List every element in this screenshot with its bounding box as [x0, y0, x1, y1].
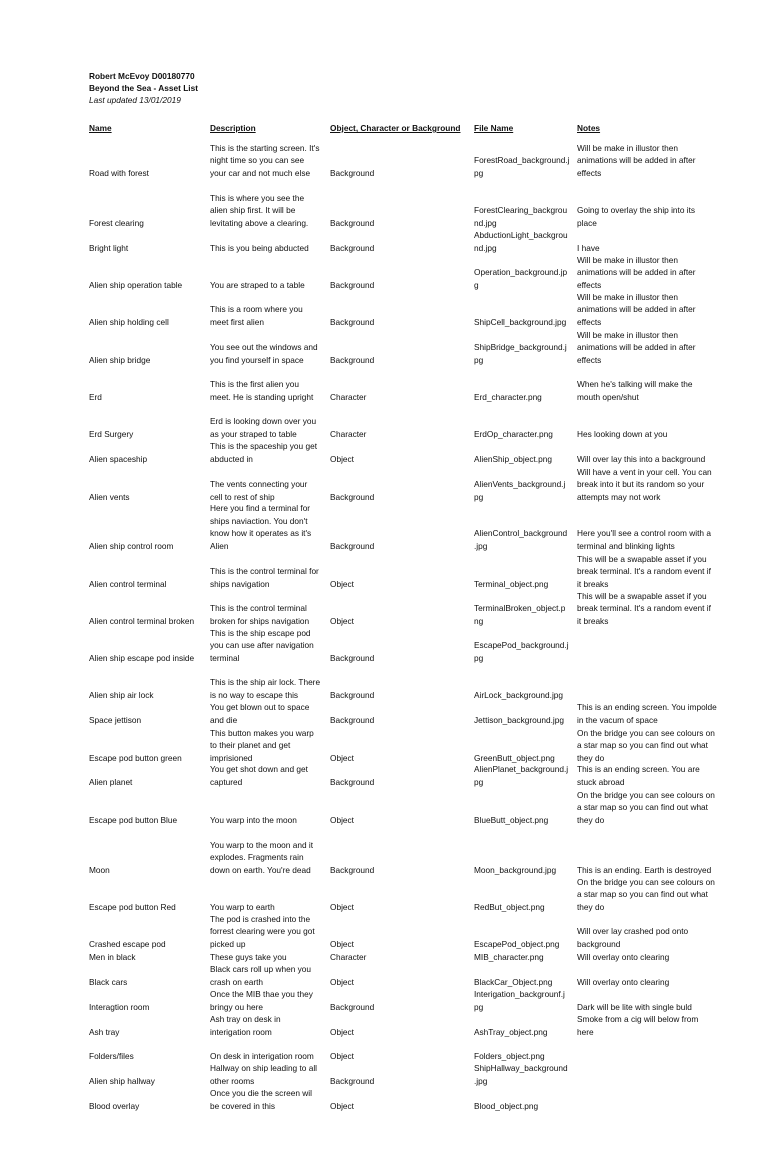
cell-notes: This is an ending screen. You are stuck abroad	[577, 764, 700, 787]
cell-notes: Will overlay onto clearing	[577, 976, 670, 987]
cell-type: Background	[330, 1075, 375, 1086]
cell-description: This is the control terminal for ships navigation	[210, 566, 319, 589]
cell-name: Alien spaceship	[89, 453, 148, 464]
cell-file: ForestRoad_background.j pg	[474, 155, 570, 178]
cell-notes: On the bridge you can see colours on a star map so you can find out what they do	[577, 789, 715, 825]
cell-name: Escape pod button Blue	[89, 814, 178, 825]
cell-description: On desk in interigation room	[210, 1050, 314, 1061]
cell-notes: I have	[577, 242, 600, 253]
cell-file: Jettison_background.jpg	[474, 714, 564, 725]
cell-type: Background	[330, 652, 375, 663]
cell-type: Background	[330, 540, 375, 551]
column-header-file-name: File Name	[474, 123, 514, 133]
cell-name: Crashed escape pod	[89, 938, 166, 949]
cell-name: Interagtion room	[89, 1001, 150, 1012]
cell-description: This is the starting screen. It's night time so you can see your car and not much else	[210, 142, 320, 178]
cell-type: Background	[330, 689, 375, 700]
cell-type: Character	[330, 391, 367, 402]
cell-file: MIB_character.png	[474, 951, 544, 962]
last-updated: Last updated 13/01/2019	[89, 95, 181, 105]
cell-description: This is the ship air lock. There is no way to escape this	[210, 677, 321, 700]
cell-type: Object	[330, 901, 354, 912]
cell-type: Object	[330, 938, 354, 949]
cell-name: Erd	[89, 391, 102, 402]
cell-description: You get blown out to space and die	[210, 702, 310, 725]
cell-file: AlienPlanet_background.j pg	[474, 764, 569, 787]
cell-name: Space jettison	[89, 714, 142, 725]
cell-name: Escape pod button Red	[89, 901, 176, 912]
cell-type: Background	[330, 714, 375, 725]
cell-description: These guys take you	[210, 951, 287, 962]
cell-type: Object	[330, 578, 354, 589]
cell-notes: This is an ending. Earth is destroyed	[577, 864, 712, 875]
cell-notes: Will be make in illustor then animations will be added in after effects	[577, 254, 696, 290]
cell-notes: This is an ending screen. You impolde in the vacum of space	[577, 702, 717, 725]
cell-name: Escape pod button green	[89, 752, 182, 763]
cell-description: This is where you see the alien ship first. It will be levitating above a clearing.	[210, 192, 309, 228]
cell-type: Object	[330, 752, 354, 763]
column-header-name: Name	[89, 123, 112, 133]
cell-name: Alien control terminal	[89, 578, 167, 589]
cell-file: AlienControl_background .jpg	[474, 528, 568, 551]
cell-type: Object	[330, 1026, 354, 1037]
cell-notes: Will have a vent in your cell. You can break into it but its random so your attempts may not work	[577, 466, 712, 502]
cell-type: Background	[330, 776, 375, 787]
cell-notes: Will be make in illustor then animations will be added in after effects	[577, 142, 696, 178]
cell-notes: Will be make in illustor then animations will be added in after effects	[577, 329, 696, 365]
cell-type: Object	[330, 1100, 354, 1111]
cell-type: Background	[330, 354, 375, 365]
cell-file: ShipCell_background.jpg	[474, 316, 567, 327]
cell-name: Alien ship operation table	[89, 279, 183, 290]
cell-file: EscapePod_object.png	[474, 938, 560, 949]
cell-name: Folders/files	[89, 1050, 134, 1061]
cell-type: Background	[330, 316, 375, 327]
cell-file: ForestClearing_backgrou nd.jpg	[474, 205, 568, 228]
cell-file: ErdOp_character.png	[474, 428, 553, 439]
cell-notes: When he's talking will make the mouth open/shut	[577, 379, 693, 402]
cell-notes: Hes looking down at you	[577, 428, 668, 439]
cell-name: Alien planet	[89, 776, 133, 787]
cell-file: RedBut_object.png	[474, 901, 545, 912]
cell-file: AlienShip_object.png	[474, 453, 552, 464]
cell-name: Black cars	[89, 976, 128, 987]
cell-name: Road with forest	[89, 167, 149, 178]
author-line: Robert McEvoy D00180770	[89, 71, 195, 81]
cell-name: Alien ship holding cell	[89, 316, 169, 327]
cell-description: You see out the windows and you find yourself in space	[210, 342, 318, 365]
cell-name: Alien ship air lock	[89, 689, 154, 700]
cell-type: Background	[330, 242, 375, 253]
cell-description: This is the control terminal broken for ships navigation	[210, 603, 310, 626]
cell-file: AbductionLight_backgrou nd.jpg	[474, 230, 568, 253]
cell-description: Erd is looking down over you as your straped to table	[210, 416, 317, 439]
cell-type: Background	[330, 167, 375, 178]
cell-description: Here you find a terminal for ships naviaction. You don't know how it operates as it's Alien	[210, 503, 312, 551]
cell-file: AlienVents_background.j pg	[474, 479, 566, 502]
cell-file: Blood_object.png	[474, 1100, 539, 1111]
cell-description: You warp into the moon	[210, 814, 297, 825]
cell-notes: Smoke from a cig will below from here	[577, 1014, 699, 1037]
cell-file: Operation_background.jp g	[474, 267, 568, 290]
cell-description: Once you die the screen wil be covered in this	[210, 1088, 312, 1111]
cell-file: Interigation_backgrounf.j pg	[474, 989, 565, 1012]
cell-name: Men in black	[89, 951, 136, 962]
cell-name: Moon	[89, 864, 110, 875]
cell-type: Background	[330, 279, 375, 290]
column-header-notes: Notes	[577, 123, 601, 133]
column-header-description: Description	[210, 123, 256, 133]
cell-name: Alien ship escape pod inside	[89, 652, 195, 663]
cell-type: Object	[330, 615, 354, 626]
cell-type: Object	[330, 976, 354, 987]
cell-name: Erd Surgery	[89, 428, 134, 439]
cell-name: Alien control terminal broken	[89, 615, 195, 626]
cell-notes: Will over lay crashed pod onto background	[577, 926, 689, 949]
cell-file: BlueButt_object.png	[474, 814, 549, 825]
cell-name: Forest clearing	[89, 217, 144, 228]
cell-file: EscapePod_background.j pg	[474, 640, 569, 663]
cell-notes: Will be make in illustor then animations will be added in after effects	[577, 291, 696, 327]
cell-description: You get shot down and get captured	[210, 764, 308, 787]
document-title: Beyond the Sea - Asset List	[89, 83, 198, 93]
cell-name: Alien ship hallway	[89, 1075, 155, 1086]
cell-description: Black cars roll up when you crash on earth	[210, 964, 311, 987]
cell-file: ShipBridge_background.j pg	[474, 342, 567, 365]
cell-description: This is a room where you meet first alien	[210, 304, 303, 327]
cell-notes: This will be a swapable asset if you break terminal. It's a random event if it breaks	[577, 553, 711, 589]
cell-type: Object	[330, 453, 354, 464]
cell-name: Bright light	[89, 242, 129, 253]
cell-description: This button makes you warp to their planet and get imprisioned	[210, 727, 314, 763]
cell-file: TerminalBroken_object.p ng	[474, 603, 566, 626]
cell-type: Background	[330, 864, 375, 875]
cell-file: Moon_background.jpg	[474, 864, 557, 875]
cell-notes: On the bridge you can see colours on a star map so you can find out what they do	[577, 727, 715, 763]
cell-file: AirLock_background.jpg	[474, 689, 564, 700]
cell-description: You warp to earth	[210, 901, 275, 912]
cell-type: Character	[330, 428, 367, 439]
cell-file: AshTray_object.png	[474, 1026, 548, 1037]
cell-description: You are straped to a table	[210, 279, 305, 290]
cell-file: Folders_object.png	[474, 1050, 545, 1061]
cell-description: Hallway on ship leading to all other rooms	[210, 1063, 318, 1086]
cell-description: The pod is crashed into the forrest clearing were you got picked up	[210, 913, 315, 949]
cell-file: Terminal_object.png	[474, 578, 549, 589]
cell-notes: This will be a swapable asset if you break terminal. It's a random event if it breaks	[577, 590, 711, 626]
cell-description: The vents connecting your cell to rest of ship	[210, 479, 308, 502]
column-header-type: Object, Character or Background	[330, 123, 461, 133]
cell-description: This is the ship escape pod you can use after navigation terminal	[210, 627, 314, 663]
cell-name: Alien vents	[89, 491, 130, 502]
cell-file: GreenButt_object.png	[474, 752, 555, 763]
cell-notes: Going to overlay the ship into its place	[577, 205, 696, 228]
cell-type: Object	[330, 1050, 354, 1061]
cell-notes: Dark will be lite with single buld	[577, 1001, 692, 1012]
cell-description: This is you being abducted	[210, 242, 309, 253]
cell-type: Background	[330, 1001, 375, 1012]
cell-notes: On the bridge you can see colours on a star map so you can find out what they do	[577, 876, 715, 912]
cell-description: This is the first alien you meet. He is standing upright	[210, 379, 314, 402]
cell-description: Ash tray on desk in interigation room	[210, 1014, 281, 1037]
cell-name: Alien ship bridge	[89, 354, 151, 365]
cell-notes: Will overlay onto clearing	[577, 951, 670, 962]
cell-type: Background	[330, 217, 375, 228]
cell-description: This is the spaceship you get abducted in	[210, 441, 317, 464]
cell-file: Erd_character.png	[474, 391, 542, 402]
cell-type: Character	[330, 951, 367, 962]
cell-type: Background	[330, 491, 375, 502]
cell-name: Blood overlay	[89, 1100, 140, 1111]
cell-notes: Here you'll see a control room with a terminal and blinking lights	[577, 528, 711, 551]
cell-file: BlackCar_Object.png	[474, 976, 553, 987]
cell-name: Ash tray	[89, 1026, 120, 1037]
cell-notes: Will over lay this into a background	[577, 453, 706, 464]
cell-type: Object	[330, 814, 354, 825]
cell-file: ShipHallway_background .jpg	[474, 1063, 568, 1086]
cell-name: Alien ship control room	[89, 540, 174, 551]
cell-description: Once the MIB thae you they bringy ou here	[210, 989, 313, 1012]
cell-description: You warp to the moon and it explodes. Fragments rain down on earth. You're dead	[210, 839, 314, 875]
